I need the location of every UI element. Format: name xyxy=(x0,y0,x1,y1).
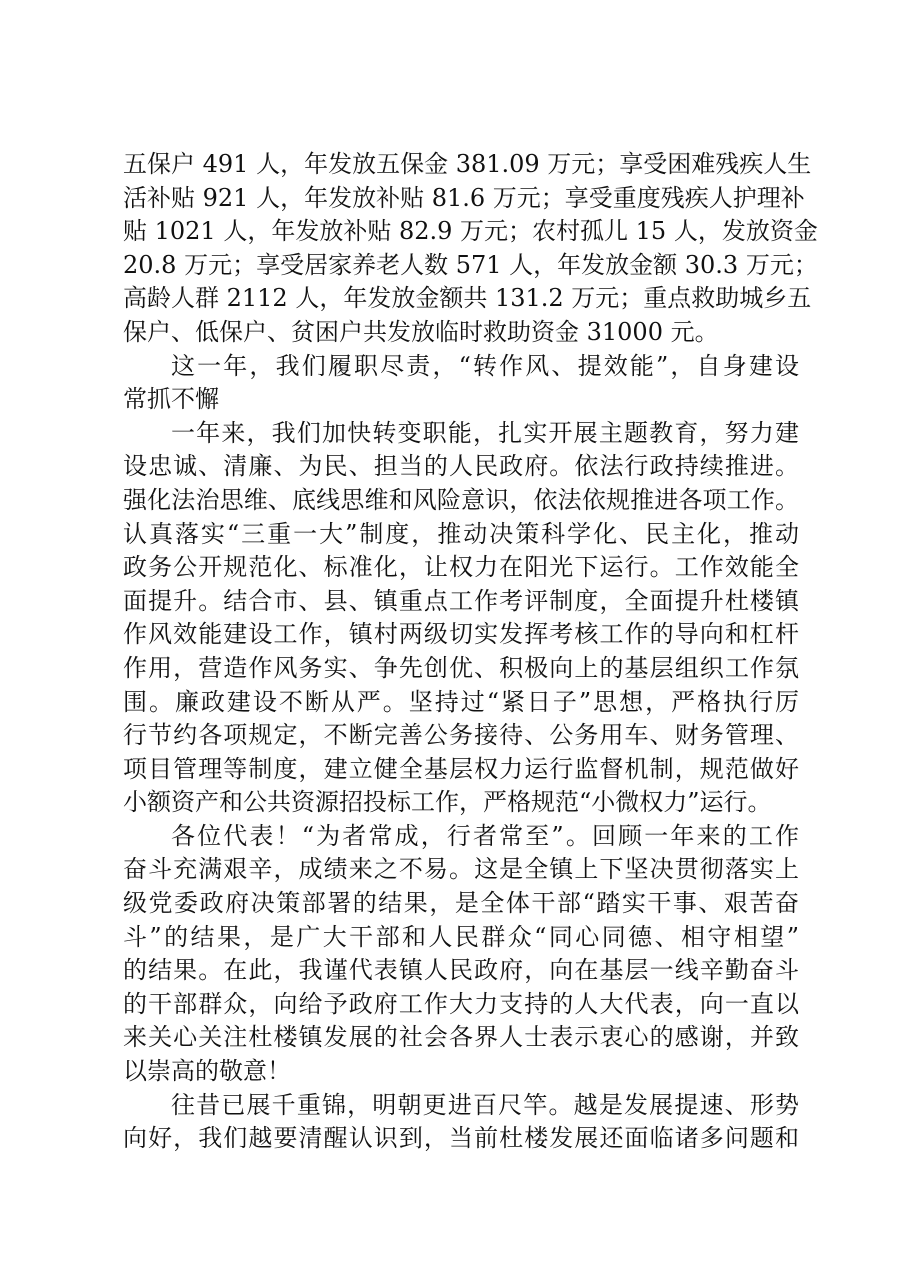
text-line: 贴 1021 人，年发放补贴 82.9 万元；农村孤儿 15 人，发放资金 xyxy=(123,217,818,246)
text-line: 奋斗充满艰辛，成绩来之不易。这是全镇上下坚决贯彻落实上 xyxy=(123,855,799,884)
text-line: 斗”的结果，是广大干部和人民群众“同心同德、相守相望” xyxy=(123,922,799,951)
text-line: 的结果。在此，我谨代表镇人民政府，向在基层一线辛勤奋斗 xyxy=(123,956,799,985)
text-line: 五保户 491 人，年发放五保金 381.09 万元；享受困难残疾人生 xyxy=(123,150,812,178)
text-line: 围。廉政建设不断从严。坚持过“紧日子”思想，严格执行厉 xyxy=(123,687,799,716)
paragraph-section-heading xyxy=(123,350,799,417)
text-line: 常抓不懈 xyxy=(123,385,219,414)
text-line: 认真落实“三重一大”制度，推动决策科学化、民主化，推动 xyxy=(123,519,799,548)
text-line: 这一年，我们履职尽责，“转作风、提效能”，自身建设 xyxy=(171,351,799,380)
text-line: 活补贴 921 人，年发放补贴 81.6 万元；享受重度残疾人护理补 xyxy=(123,183,805,212)
text-line: 来关心关注杜楼镇发展的社会各界人士表示衷心的感谢，并致 xyxy=(123,1023,799,1052)
text-line: 一年来，我们加快转变职能，扎实开展主题教育，努力建 xyxy=(171,418,799,447)
paragraph-gratitude xyxy=(123,820,799,1089)
text-line: 以崇高的敬意！ xyxy=(123,1057,291,1086)
paragraph-welfare-stats xyxy=(123,148,818,350)
paragraph-challenges xyxy=(123,1089,799,1156)
text-line: 小额资产和公共资源招投标工作，严格规范“小微权力”运行。 xyxy=(123,788,772,817)
text-line: 面提升。结合市、县、镇重点工作考评制度，全面提升杜楼镇 xyxy=(123,586,799,615)
text-line: 强化法治思维、底线思维和风险意识，依法依规推进各项工作。 xyxy=(123,485,799,514)
text-line: 作风效能建设工作，镇村两级切实发挥考核工作的导向和杠杆 xyxy=(123,620,799,649)
text-line: 的干部群众，向给予政府工作大力支持的人大代表，向一直以 xyxy=(123,989,799,1018)
text-line: 级党委政府决策部署的结果，是全体干部“踏实干事、艰苦奋 xyxy=(123,889,799,918)
text-line: 政务公开规范化、标准化，让权力在阳光下运行。工作效能全 xyxy=(123,553,799,582)
text-line: 20.8 万元；享受居家养老人数 571 人，年发放金额 30.3 万元； xyxy=(123,250,818,279)
text-line: 项目管理等制度，建立健全基层权力运行监督机制，规范做好 xyxy=(123,754,799,783)
text-line: 作用，营造作风务实、争先创优、积极向上的基层组织工作氛 xyxy=(123,653,799,682)
text-line: 各位代表！“为者常成，行者常至”。回顾一年来的工作 xyxy=(171,821,799,850)
text-line: 设忠诚、清廉、为民、担当的人民政府。依法行政持续推进。 xyxy=(123,452,799,481)
paragraph-self-building xyxy=(123,417,799,820)
text-line: 往昔已展千重锦，明朝更进百尺竿。越是发展提速、形势 xyxy=(171,1090,799,1119)
text-line: 向好，我们越要清醒认识到，当前杜楼发展还面临诸多问题和 xyxy=(123,1124,799,1153)
text-line: 高龄人群 2112 人，年发放金额共 131.2 万元；重点救助城乡五 xyxy=(123,284,812,313)
document-body xyxy=(123,148,818,1156)
text-line: 保户、低保户、贫困户共发放临时救助资金 31000 元。 xyxy=(123,317,719,346)
text-line: 行节约各项规定，不断完善公务接待、公务用车、财务管理、 xyxy=(123,721,799,750)
